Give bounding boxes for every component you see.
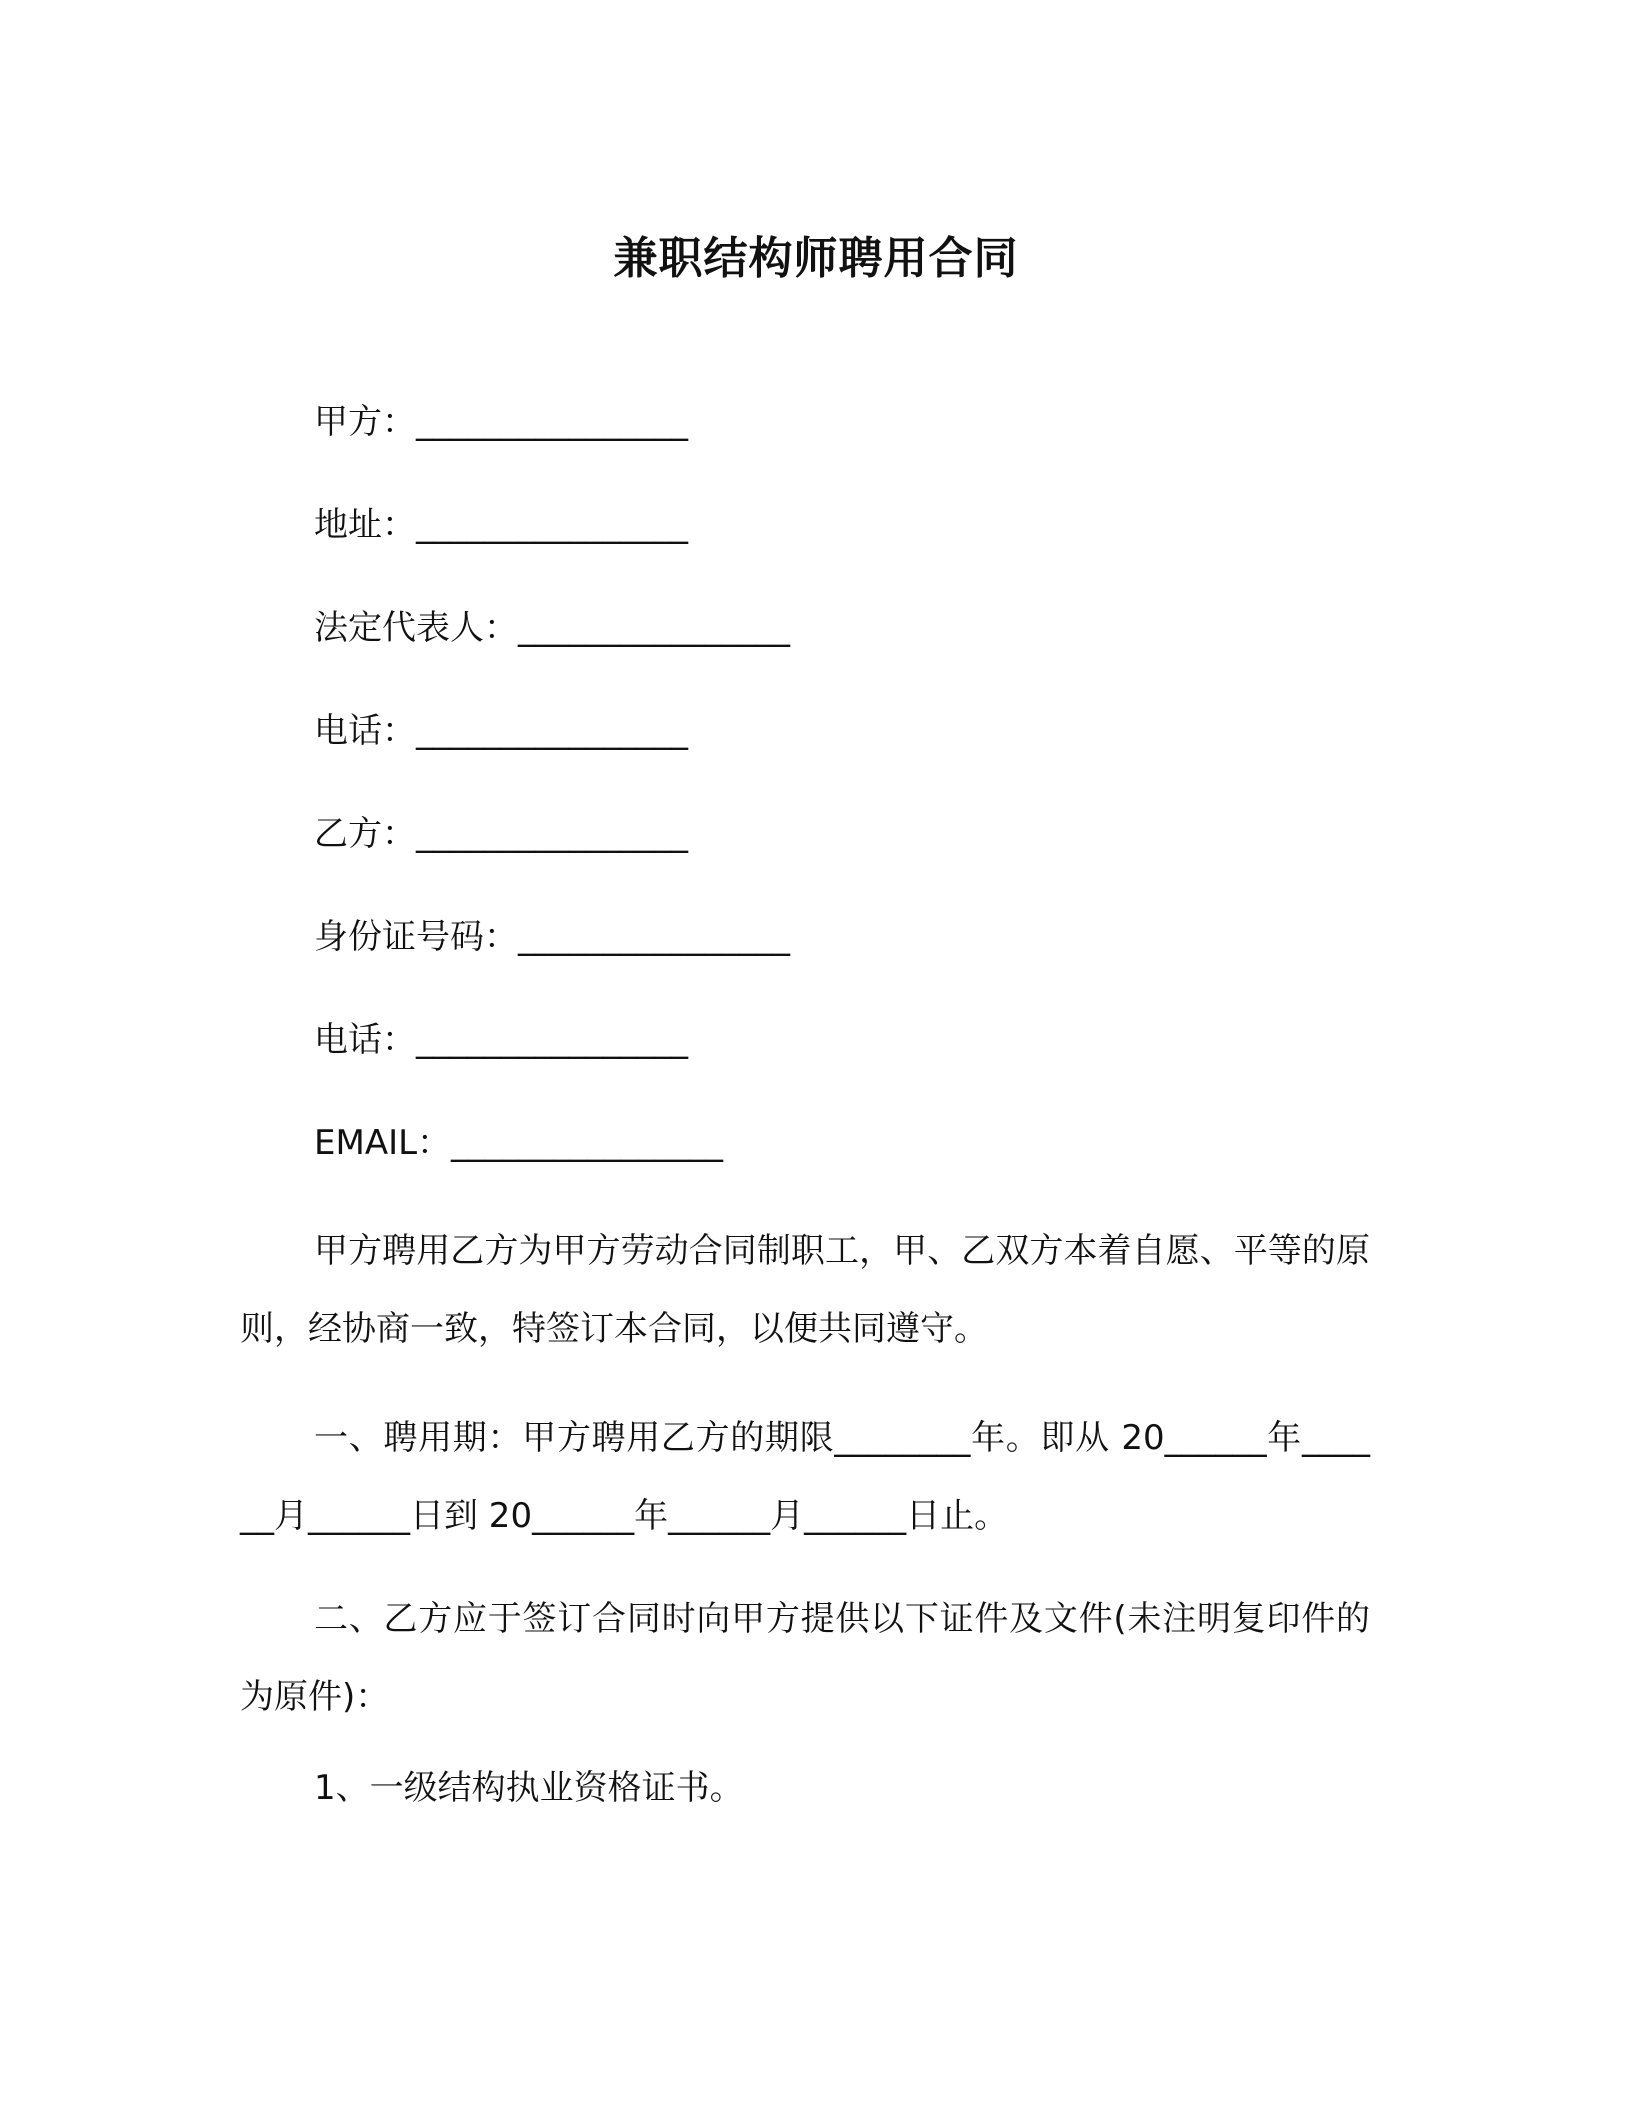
party-a-blank: ________________ [416, 402, 688, 442]
party-b-phone-blank: ________________ [416, 1020, 688, 1060]
party-a-phone-label: 电话： [314, 711, 416, 751]
email-label: EMAIL： [314, 1123, 452, 1163]
id-number-label: 身份证号码： [314, 917, 518, 957]
page-title: 兼职结构师聘用合同 [613, 233, 1019, 284]
legal-representative-field [314, 606, 790, 650]
party-a-phone-blank: ________________ [416, 711, 688, 751]
address-label: 地址： [314, 505, 416, 545]
party-b-blank: ________________ [416, 814, 688, 854]
party-a-field [314, 400, 688, 444]
intro-paragraph: 甲方聘用乙方为甲方劳动合同制职工，甲、乙双方本着自愿、平等的原则，经协商一致，特签订本合同，以便共同遵守。 [240, 1231, 1370, 1349]
address-field [314, 503, 688, 547]
address-blank: ________________ [416, 505, 688, 545]
party-b-phone-label: 电话： [314, 1020, 416, 1060]
id-number-field [314, 915, 790, 959]
party-a-phone-field [314, 709, 688, 753]
party-b-field [314, 812, 688, 856]
id-number-blank: ________________ [518, 917, 790, 957]
party-b-label: 乙方： [314, 814, 416, 854]
legal-representative-label: 法定代表人： [314, 608, 518, 648]
party-b-phone-field [314, 1018, 688, 1062]
clause-1-term: 一、聘用期：甲方聘用乙方的期限________年。即从 20______年______月______日到 20______年______月______日止。 [240, 1418, 1370, 1536]
legal-representative-blank: ________________ [518, 608, 790, 648]
list-item-certificate: 1、一级结构执业资格证书。 [314, 1768, 744, 1808]
party-a-label: 甲方： [314, 402, 416, 442]
email-field [314, 1121, 723, 1165]
clause-2-documents: 二、乙方应于签订合同时向甲方提供以下证件及文件(未注明复印件的为原件)： [240, 1599, 1370, 1717]
email-blank: ________________ [451, 1123, 724, 1163]
